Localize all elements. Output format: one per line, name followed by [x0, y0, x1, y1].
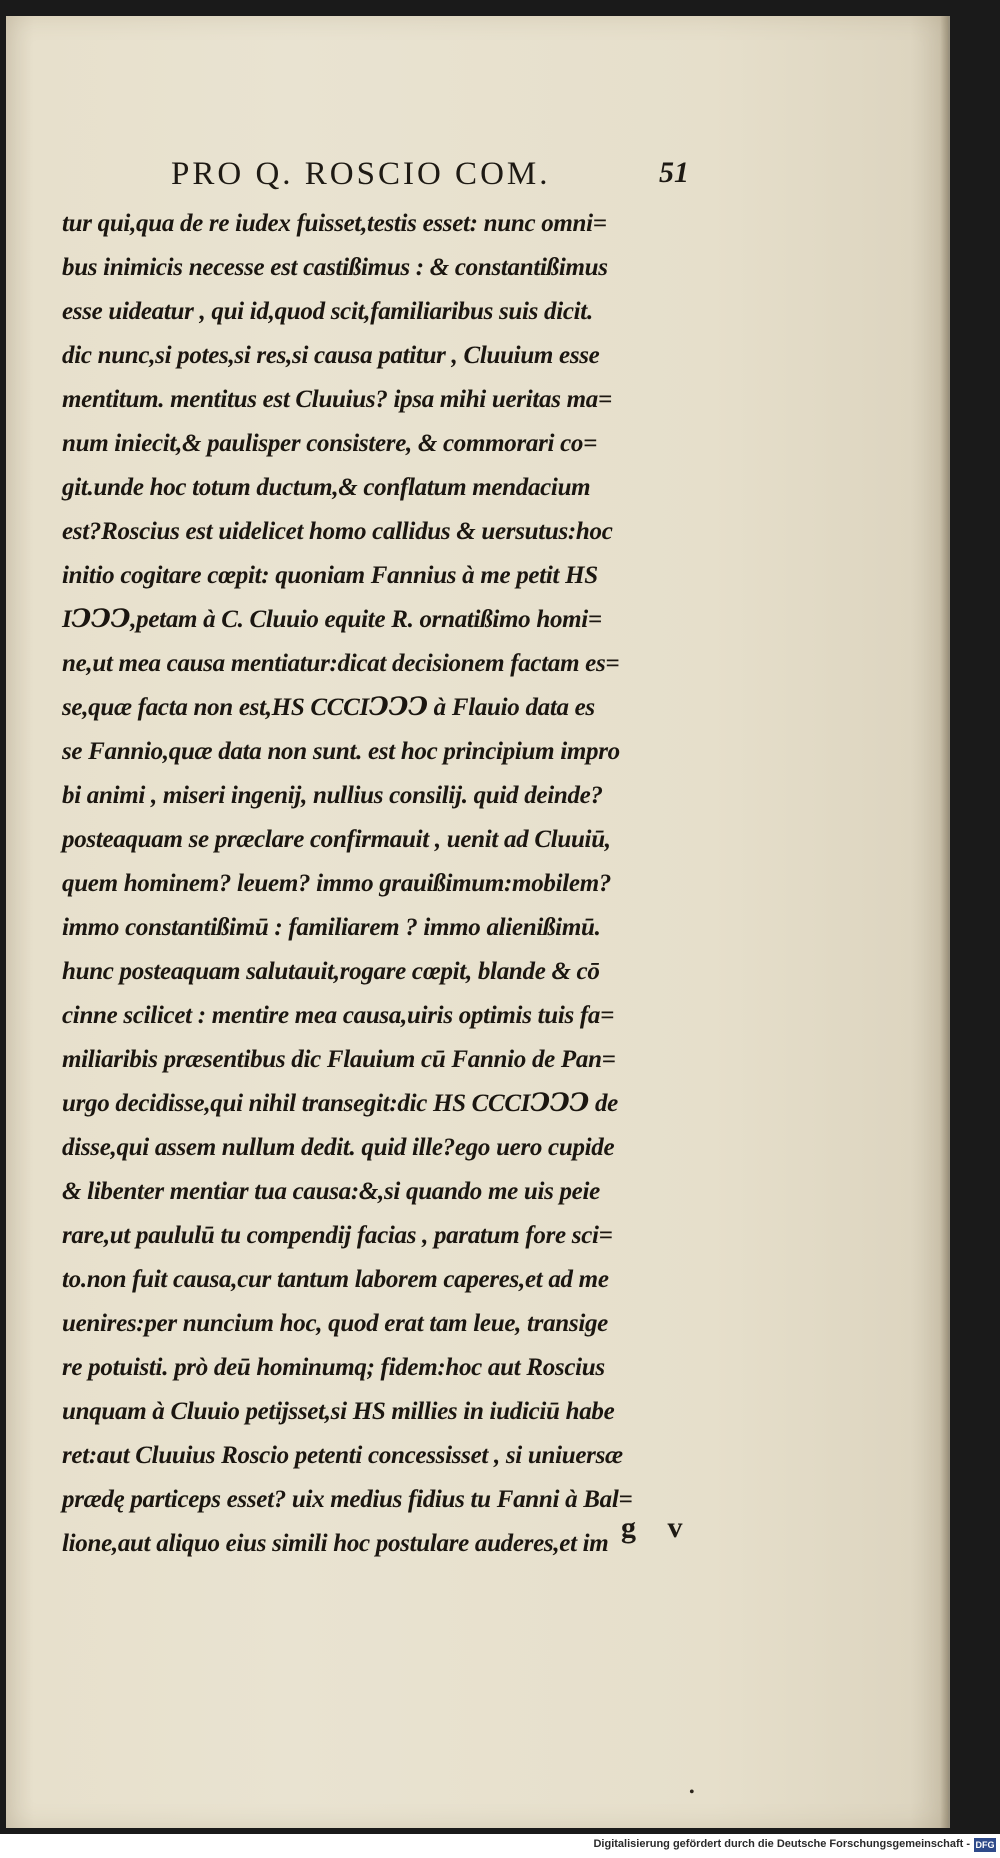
digitization-footer: [0, 1834, 1000, 1858]
dfg-logo: DFG: [975, 1840, 995, 1850]
text-line: dic nunc,si potes,si res,si causa patitur , Cluuium esse: [62, 342, 600, 369]
text-line: disse,qui assem nullum dedit. quid ille?ego uero cupide: [62, 1134, 615, 1161]
text-line: rare,ut paululū tu compendij facias , paratum fore sci=: [62, 1222, 613, 1249]
text-line: prædę particeps esset? uix medius fidius tu Fanni à Bal=: [62, 1486, 633, 1513]
text-line: immo constantißimū : familiarem ? immo alienißimū.: [62, 914, 601, 941]
text-line: mentitum. mentitus est Cluuius? ipsa mihi ueritas ma=: [62, 386, 612, 413]
text-line: se,quæ facta non est,HS CCCIↃↃↃ à Flauio data es: [62, 694, 595, 721]
page-edge-shadow: [940, 16, 948, 1828]
text-line: esse uideatur , qui id,quod scit,familiaribus suis dicit.: [62, 298, 593, 325]
text-line: lione,aut aliquo eius simili hoc postulare auderes,et im: [62, 1530, 609, 1557]
book-page: [6, 16, 950, 1828]
text-line: tur qui,qua de re iudex fuisset,testis esset: nunc omni=: [62, 210, 607, 237]
body-text: [62, 202, 762, 1566]
text-line: unquam à Cluuio petijsset,si HS millies in iudiciū habe: [62, 1398, 615, 1425]
text-line: & libenter mentiar tua causa:&,si quando me uis peie: [62, 1178, 600, 1205]
text-line: ret:aut Cluuius Roscio petenti concessisset , si uniuersæ: [62, 1442, 623, 1469]
text-line: quem hominem? leuem? immo grauißimum:mobilem?: [62, 870, 612, 897]
text-line: est?Roscius est uidelicet homo callidus & uersutus:hoc: [62, 518, 613, 545]
signature-mark: g v: [621, 1511, 695, 1544]
text-line: posteaquam se præclare confirmauit , uenit ad Cluuiū,: [62, 826, 611, 853]
text-line: git.unde hoc totum ductum,& conflatum mendacium: [62, 474, 591, 501]
text-line: bus inimicis necesse est castißimus : & constantißimus: [62, 254, 608, 281]
text-line: se Fannio,quæ data non sunt. est hoc principium impro: [62, 738, 620, 765]
stray-ink-mark: •: [689, 1784, 695, 1801]
running-head: [171, 156, 731, 206]
folio-number: 51: [659, 156, 689, 189]
text-line: to.non fuit causa,cur tantum laborem caperes,et ad me: [62, 1266, 609, 1293]
text-line: IↃↃↃ,petam à C. Cluuio equite R. ornatißimo homi=: [62, 606, 602, 633]
text-line: initio cogitare cœpit: quoniam Fannius à me petit HS: [62, 562, 598, 589]
footer-credit: Digitalisierung gefördert durch die Deutsche Forschungsgemeinschaft -: [593, 1838, 970, 1850]
text-line: urgo decidisse,qui nihil transegit:dic HS CCCIↃↃↃ de: [62, 1090, 618, 1117]
running-head-title: PRO Q. ROSCIO COM.: [171, 156, 551, 192]
text-line: uenires:per nuncium hoc, quod erat tam leue, transige: [62, 1310, 608, 1337]
text-line: ne,ut mea causa mentiatur:dicat decisionem factam es=: [62, 650, 620, 677]
text-line: num iniecit,& paulisper consistere, & commorari co=: [62, 430, 598, 457]
text-line: cinne scilicet : mentire mea causa,uiris optimis tuis fa=: [62, 1002, 615, 1029]
text-line: bi animi , miseri ingenij, nullius consilij. quid deinde?: [62, 782, 603, 809]
text-line: hunc posteaquam salutauit,rogare cœpit, blande & cō: [62, 958, 600, 985]
text-line: re potuisti. prò deū hominumq; fidem:hoc aut Roscius: [62, 1354, 605, 1381]
text-line: miliaribis præsentibus dic Flauium cū Fannio de Pan=: [62, 1046, 616, 1073]
